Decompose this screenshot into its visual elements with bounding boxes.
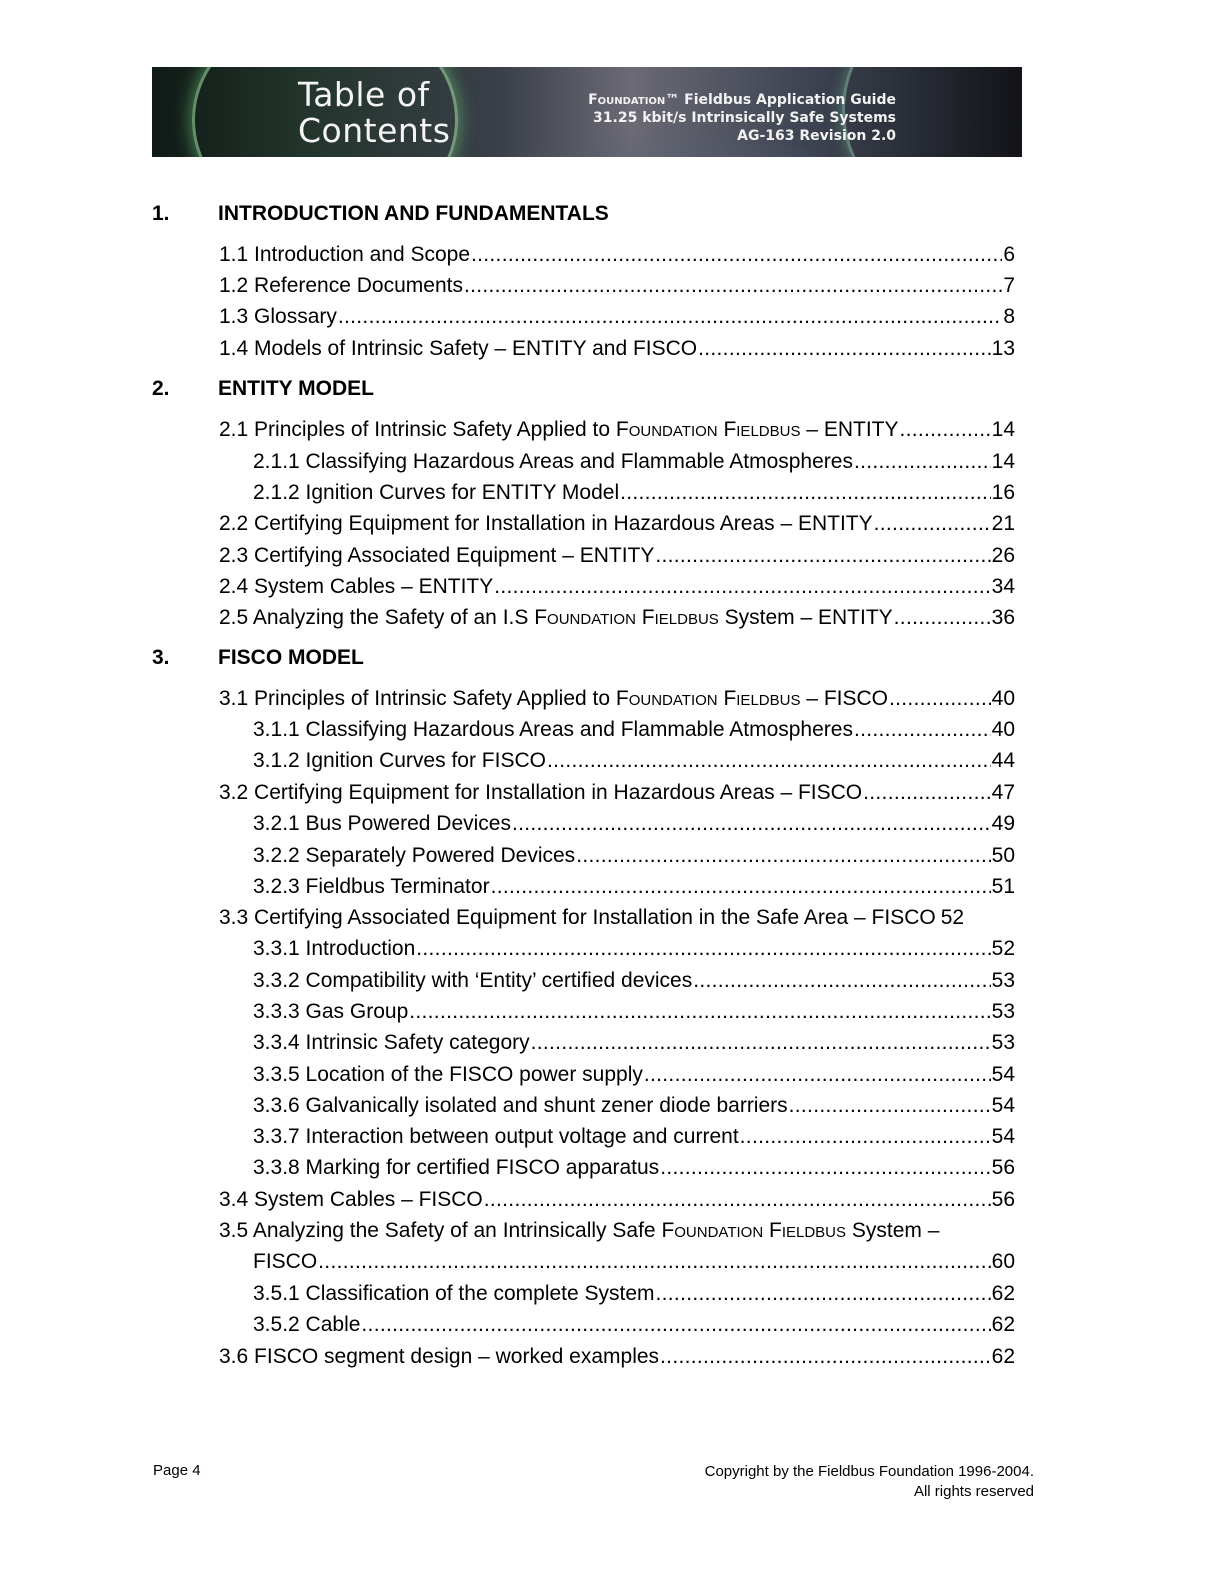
toc-entry[interactable]: 2.1.1 Classifying Hazardous Areas and Flammable Atmospheres ..... 14 [253, 449, 1015, 475]
toc-entry-continued[interactable]: FISCO ..... 60 [253, 1249, 1015, 1275]
toc-entry[interactable]: 3.5.1 Classification of the complete System ..... 62 [253, 1281, 1015, 1307]
toc-entry[interactable]: 3.5.2 Cable ..... 62 [253, 1312, 1015, 1338]
toc-entry[interactable]: 3.1.2 Ignition Curves for FISCO ..... 44 [253, 748, 1015, 774]
toc-entry[interactable]: 3.2.3 Fieldbus Terminator ..... 51 [253, 874, 1015, 900]
toc-entry[interactable]: 2.4 System Cables – ENTITY ..... 34 [219, 574, 1015, 600]
toc-entry[interactable]: 3.3.3 Gas Group ..... 53 [253, 999, 1015, 1025]
toc-entry[interactable]: 3.3.1 Introduction ..... 52 [253, 936, 1015, 962]
toc-entry[interactable]: 1.1 Introduction and Scope ..... 6 [219, 242, 1015, 268]
toc-entry[interactable]: 1.3 Glossary ..... 8 [219, 304, 1015, 330]
section-heading: 3. FISCO MODEL [152, 646, 364, 669]
toc-entry[interactable]: 3.3.7 Interaction between output voltage and current ..... 54 [253, 1124, 1015, 1150]
toc-entry[interactable]: 3.6 FISCO segment design – worked examples ..... 62 [219, 1344, 1015, 1370]
toc-entry[interactable]: 2.1 Principles of Intrinsic Safety Applied to Foundation Fieldbus – ENTITY ..... 14 [219, 417, 1015, 443]
banner-title: Table of Contents [298, 75, 451, 150]
toc-entry[interactable]: 3.1.1 Classifying Hazardous Areas and Flammable Atmospheres ..... 40 [253, 717, 1015, 743]
toc-entry[interactable]: 3.1 Principles of Intrinsic Safety Applied to Foundation Fieldbus – FISCO ..... 40 [219, 686, 1015, 712]
toc-entry[interactable]: 3.3.6 Galvanically isolated and shunt zener diode barriers ..... 54 [253, 1093, 1015, 1119]
toc-entry[interactable]: 2.3 Certifying Associated Equipment – ENTITY ..... 26 [219, 543, 1015, 569]
toc-entry[interactable]: 3.2.1 Bus Powered Devices ..... 49 [253, 811, 1015, 837]
toc-entry[interactable]: 2.1.2 Ignition Curves for ENTITY Model ..... 16 [253, 480, 1015, 506]
toc-entry[interactable]: 2.5 Analyzing the Safety of an I.S Foundation Fieldbus System – ENTITY ..... 36 [219, 605, 1015, 631]
toc-entry[interactable]: 3.5 Analyzing the Safety of an Intrinsically Safe Foundation Fieldbus System – [219, 1219, 940, 1242]
toc-entry[interactable]: 3.2 Certifying Equipment for Installation in Hazardous Areas – FISCO ..... 47 [219, 780, 1015, 806]
toc-entry[interactable]: 3.3.5 Location of the FISCO power supply ..... 54 [253, 1062, 1015, 1088]
section-heading: 2. ENTITY MODEL [152, 377, 374, 400]
toc-entry[interactable]: 3.3.4 Intrinsic Safety category ..... 53 [253, 1030, 1015, 1056]
header-banner [152, 67, 1022, 157]
section-heading: 1. INTRODUCTION AND FUNDAMENTALS [152, 202, 609, 225]
toc-entry[interactable]: 3.3.2 Compatibility with ‘Entity’ certified devices ..... 53 [253, 968, 1015, 994]
toc-entry[interactable]: 3.2.2 Separately Powered Devices ..... 50 [253, 843, 1015, 869]
toc-entry[interactable]: 3.3.8 Marking for certified FISCO apparatus ..... 56 [253, 1155, 1015, 1181]
toc-entry[interactable]: 1.4 Models of Intrinsic Safety – ENTITY and FISCO ..... 13 [219, 336, 1015, 362]
toc-entry[interactable]: 3.3 Certifying Associated Equipment for Installation in the Safe Area – FISCO 52 [219, 906, 965, 929]
toc-entry[interactable]: 3.4 System Cables – FISCO ..... 56 [219, 1187, 1015, 1213]
page-number: Page 4 [153, 1462, 201, 1479]
banner-guide-info: Foundation™ Fieldbus Application Guide 31.25 kbit/s Intrinsically Safe Systems AG-163 Revision 2.0 [588, 92, 896, 144]
toc-entry[interactable]: 2.2 Certifying Equipment for Installation in Hazardous Areas – ENTITY ..... 21 [219, 511, 1015, 537]
toc-entry[interactable]: 1.2 Reference Documents ..... 7 [219, 273, 1015, 299]
copyright-notice: Copyright by the Fieldbus Foundation 1996-2004. All rights reserved [704, 1463, 1034, 1500]
